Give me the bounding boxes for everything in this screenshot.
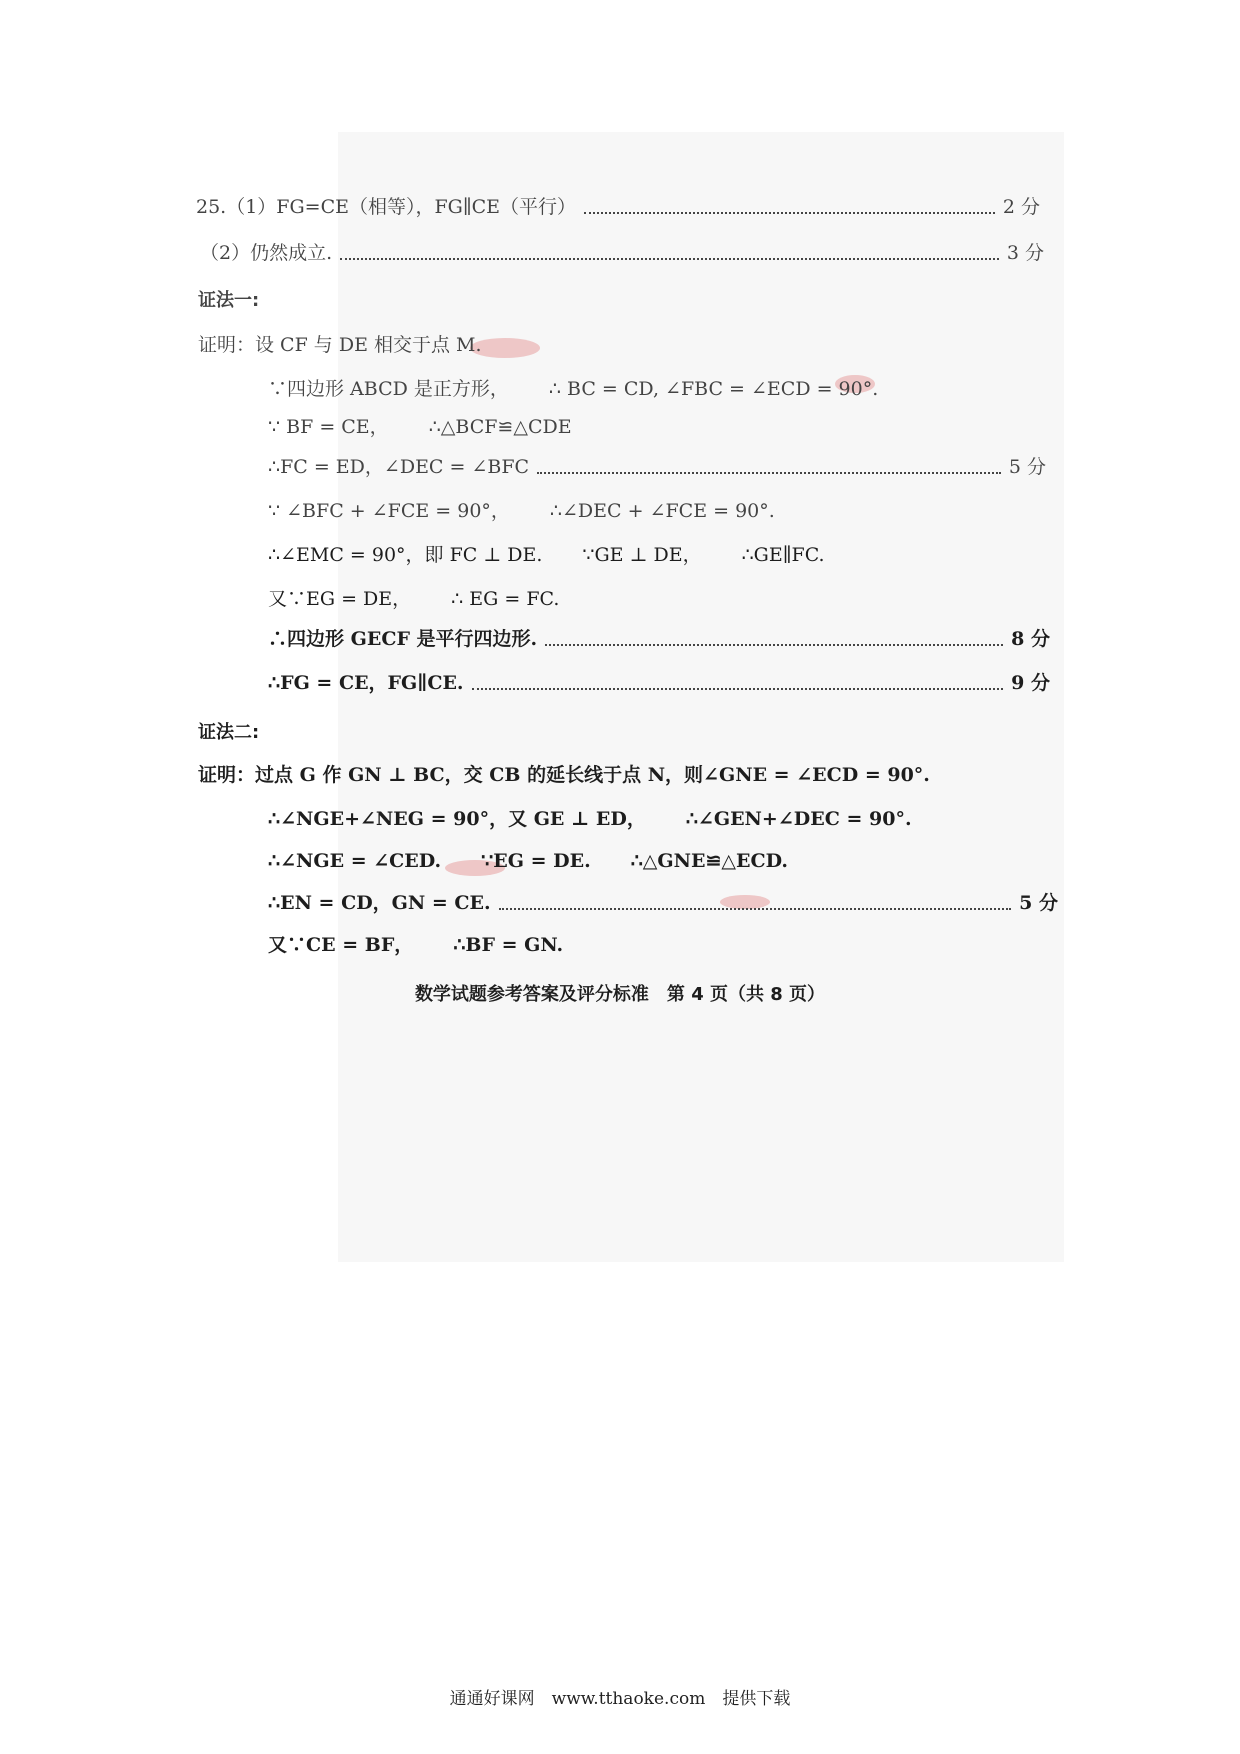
- score: 5 分: [1008, 456, 1046, 478]
- proof-step: ∴∠EMC = 90°，即 FC ⊥ DE. ∵GE ⊥ DE， ∴GE∥FC.: [268, 544, 825, 566]
- score: 2 分: [1002, 196, 1040, 218]
- score: 9 分: [1011, 672, 1050, 694]
- proof-step: 又∵EG = DE， ∴ EG = FC.: [268, 588, 560, 610]
- method-one-heading: 证法一:: [198, 290, 260, 311]
- score: 3 分: [1006, 242, 1044, 264]
- proof-step-scored: ∴FG = CE，FG∥CE. 9 分: [268, 668, 1050, 698]
- answer-line-q25-1: [196, 192, 1040, 222]
- score: 8 分: [1011, 628, 1050, 650]
- proof-step: 又∵CE = BF， ∴BF = GN.: [268, 934, 564, 956]
- answer-text: 25.（1）FG=CE（相等），FG∥CE（平行）: [196, 196, 577, 218]
- dotted-leader: [499, 908, 1012, 910]
- proof-step: ∵四边形 ABCD 是正方形， ∴ BC = CD, ∠FBC = ∠ECD = 90°.: [268, 378, 879, 400]
- answer-text: （2）仍然成立.: [200, 242, 333, 264]
- proof-step-scored: ∴四边形 GECF 是平行四边形. 8 分: [268, 624, 1050, 654]
- dotted-leader: [340, 258, 999, 260]
- dotted-leader: [537, 472, 1001, 474]
- proof-step: ∵ ∠BFC + ∠FCE = 90°， ∴∠DEC + ∠FCE = 90°.: [268, 500, 775, 522]
- site-footer: 通通好课网 www.tthaoke.com 提供下载: [449, 1689, 791, 1709]
- dotted-leader: [545, 644, 1003, 646]
- dotted-leader: [472, 688, 1004, 690]
- method-two-heading: 证法二:: [198, 722, 260, 743]
- answer-line-q25-2: [200, 238, 1044, 268]
- proof-intro: 证明：过点 G 作 GN ⊥ BC，交 CB 的延长线于点 N，则∠GNE = ∠ECD = 90°.: [198, 764, 930, 786]
- page-caption: 数学试题参考答案及评分标准 第 4 页（共 8 页）: [414, 984, 826, 1005]
- dotted-leader: [584, 212, 995, 214]
- proof-step: ∴∠NGE+∠NEG = 90°，又 GE ⊥ ED， ∴∠GEN+∠DEC = 90°.: [268, 808, 912, 830]
- proof-intro: 证明：设 CF 与 DE 相交于点 M.: [198, 334, 482, 356]
- proof-step-scored: ∴FC = ED，∠DEC = ∠BFC 5 分: [268, 452, 1046, 482]
- proof-step: ∵ BF = CE， ∴△BCF≌△CDE: [268, 416, 572, 438]
- proof-step-scored: ∴EN = CD，GN = CE. 5 分: [268, 888, 1058, 918]
- score: 5 分: [1019, 892, 1058, 914]
- proof-step: ∴∠NGE = ∠CED. ∵EG = DE. ∴△GNE≌△ECD.: [268, 850, 789, 872]
